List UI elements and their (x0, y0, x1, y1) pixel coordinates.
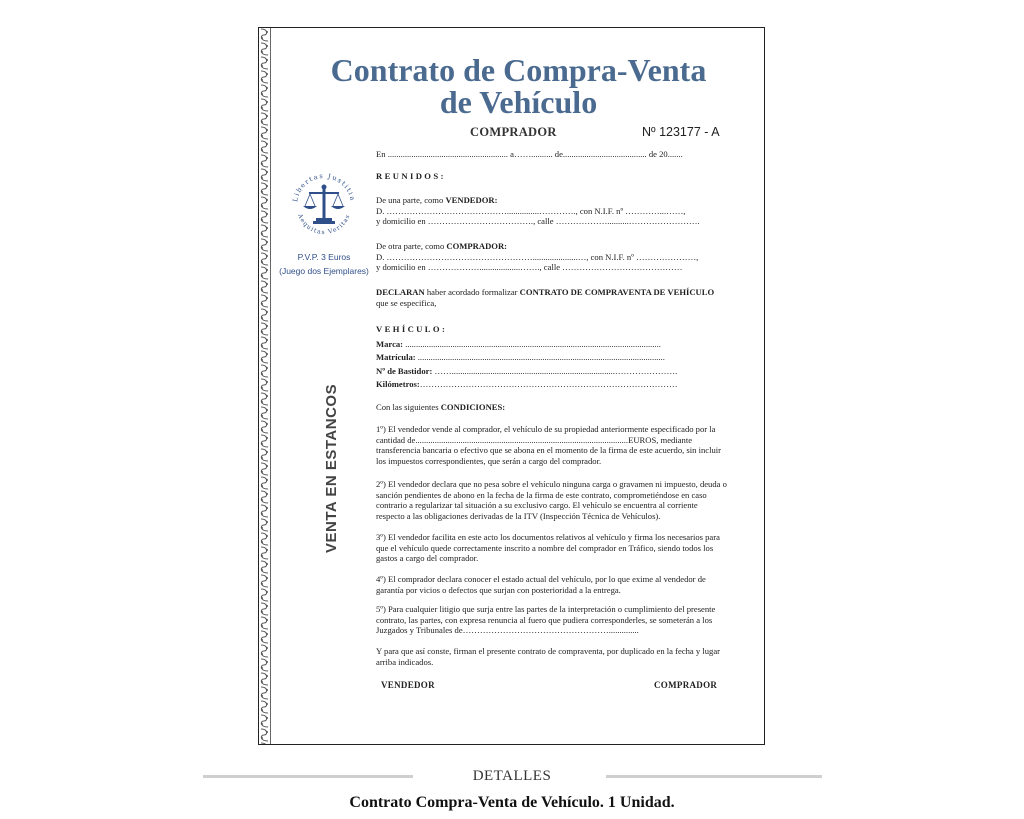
conditions-intro-text: Con las siguientes (376, 402, 441, 412)
scales-of-justice-seal (287, 168, 361, 242)
buyer-name-line: D. …………………………………………….....................…, con N.I.F. nº …………………, (376, 251, 699, 262)
seller-section (376, 195, 728, 227)
matricula-dots: ................................................................................................................... (415, 352, 665, 363)
bastidor-dots: ……............................................................................…………………. (432, 365, 678, 376)
condition-4-text: 4º) El comprador declara conocer el estado actual del vehículo, por lo que exime al vendedor de garantía por vicios o defectos que surjan con posterioridad a la entrega. (376, 574, 706, 595)
conditions-label: CONDICIONES: (440, 402, 506, 412)
seal-bottom-text: Aequitas Veritas (296, 212, 352, 237)
declaran-end: que se especifica, (376, 297, 437, 308)
marca-label: Marca: (376, 338, 404, 349)
reunidos-section (376, 171, 728, 182)
condition-3 (376, 532, 728, 564)
closing-statement (376, 646, 728, 667)
copy-label: COMPRADOR (470, 125, 557, 139)
condition-1-text: 1º) El vendedor vende al comprador, el vehículo de su propiedad anteriormente especificado por la cantidad de...................................................................................................EUROS, mediante transferencia bancaria o efectivo que se abona en el momento de la firma de este acuerdo, sin incluir los impuestos correspondientes, que serán a cargo del comprador. (376, 424, 722, 466)
seller-name-line: D. ……………………………………...............…………., con N.I.F. nº …………...……, (376, 205, 686, 216)
seal-top-text: Libertas Justitia (291, 171, 357, 203)
side-vertical-text: VENTA EN ESTANCOS (323, 383, 340, 553)
date-place-text: En ........................................................ a…….......... de....................................... de 20....... (376, 149, 683, 159)
price-label: P.V.P. 3 Euros (297, 252, 351, 262)
condition-5-text: 5º) Para cualquier litigio que surja entre las partes de la interpretación o cumplimiento del presente contrato, las partes, con expresa renuncia al fuero que pudiera corresponderles, se someterán a los Juzgados y Tribunales de…………………………………………….............. (376, 604, 716, 636)
matricula-label: Matrícula: (376, 352, 416, 363)
date-place-line (376, 149, 728, 160)
contract-number: Nº 123177 - A (642, 125, 720, 139)
conditions-intro (376, 402, 728, 413)
km-dots: ……………………………………………………………………………… (419, 379, 678, 390)
vehicle-heading: VEHÍCULO: (376, 324, 448, 334)
seller-label: VENDEDOR: (445, 195, 498, 205)
closing-text: Y para que así conste, firman el presente contrato de compraventa, por duplicado en la fecha y lugar arriba indicados. (376, 646, 721, 667)
condition-3-text: 3º) El vendedor facilita en este acto los documentos relativos al vehículo y firma los necesarios para que el vehículo quede correctamente inscrito a nombre del comprador en Tráfico, siendo todos los gastos a cargo del comprador. (376, 532, 720, 564)
declaran-bold: DECLARAN (376, 287, 425, 297)
vehicle-section (376, 324, 728, 390)
reunidos-heading: REUNIDOS: (376, 171, 446, 181)
buyer-label: COMPRADOR: (446, 241, 508, 251)
buyer-address-line: y domicilio en ………………...................……., calle …………………………………… (376, 262, 683, 273)
declaran-contract-name: CONTRATO DE COMPRAVENTA DE VEHÍCULO (519, 287, 715, 297)
contract-document (258, 27, 765, 745)
condition-2-text: 2º) El vendedor declara que no pesa sobre el vehículo ninguna carga o gravamen ni impuesto, deuda o sanción pendientes de abono en la fecha de la firma de este contrato, comprometiéndose en caso contrario a regularizar tal situación a su exclusivo cargo. El vehículo se encuentra al corriente respecto a las obligaciones derivadas de la ITV (Inspección Técnica de Vehículos). (376, 479, 727, 521)
document-title-line2: de Vehículo (439, 84, 598, 120)
condition-2 (376, 479, 728, 521)
details-heading: DETALLES (472, 768, 552, 784)
ornamental-border (259, 28, 271, 744)
scales-icon (287, 168, 361, 242)
buyer-intro: De otra parte, como (376, 241, 447, 251)
km-label: Kilómetros: (376, 379, 420, 390)
marca-dots: ....................................................................................................................... (403, 338, 661, 349)
ornament-pattern (259, 28, 270, 744)
condition-1 (376, 424, 728, 466)
document-title-line1: Contrato de Compra-Venta (330, 52, 707, 88)
condition-5 (376, 604, 728, 636)
copies-label: (Juego dos Ejemplares) (279, 266, 369, 276)
condition-4 (376, 574, 728, 595)
buyer-section (376, 241, 728, 273)
seller-intro: De una parte, como (376, 195, 446, 205)
declaran-text: haber acordado formalizar (424, 287, 520, 297)
product-description: Contrato Compra-Venta de Vehículo. 1 Unidad. (349, 794, 675, 811)
buyer-signature-label: COMPRADOR (654, 680, 718, 690)
bastidor-label: Nº de Bastidor: (376, 365, 433, 376)
declaran-section (376, 287, 728, 308)
seller-address-line: y domicilio en ………………………………., calle ………………..........……………………. (376, 216, 700, 227)
price-info (276, 250, 372, 278)
seller-signature-label: VENDEDOR (381, 680, 435, 690)
